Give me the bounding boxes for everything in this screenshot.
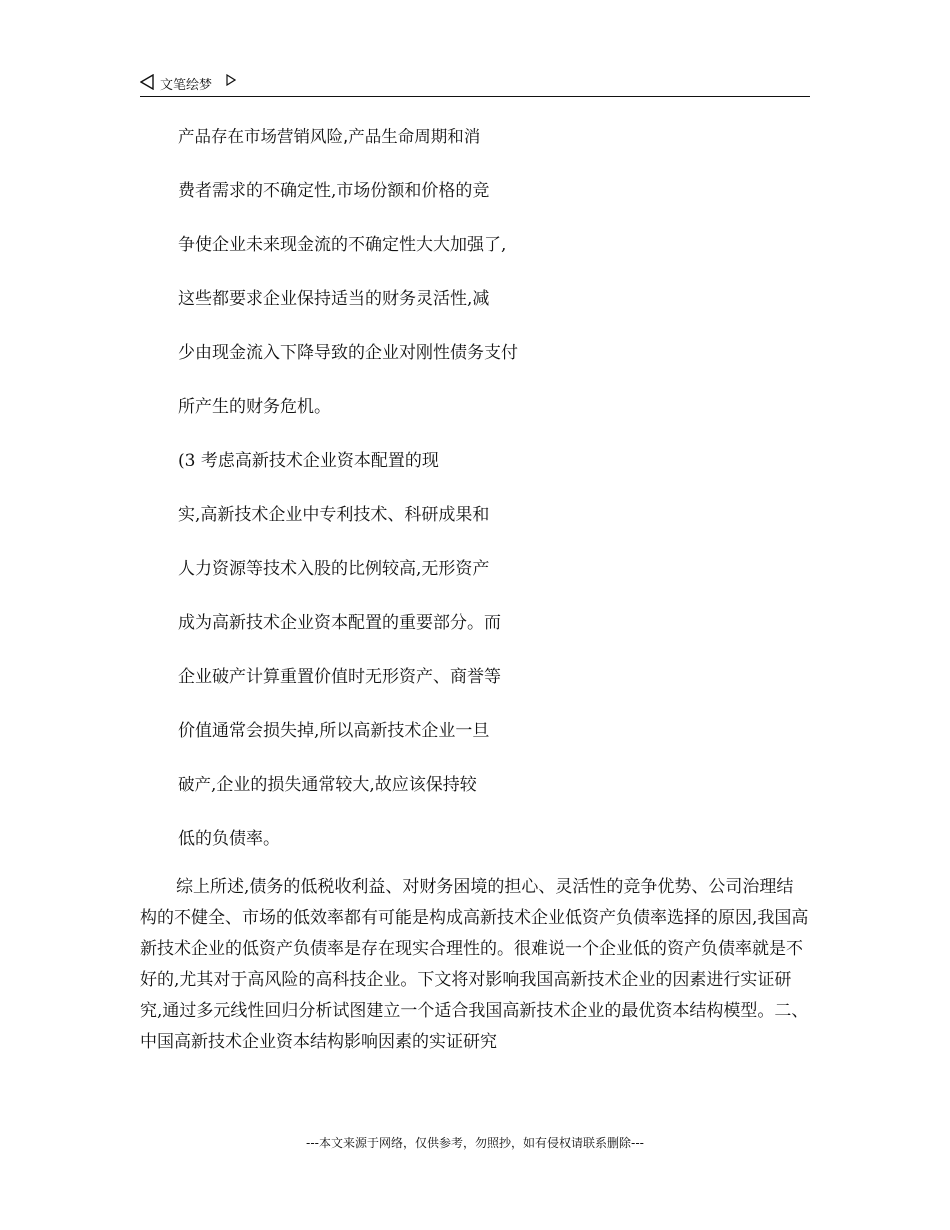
text-line: 所产生的财务危机。 bbox=[178, 397, 331, 417]
text-run: ,企业的损失通常较大,故应该保持较 bbox=[211, 775, 477, 795]
text-run-bankruptcy: 破产 bbox=[178, 775, 211, 794]
text-line bbox=[178, 774, 477, 796]
footer-disclaimer: ---本文来源于网络，仅供参考，勿照抄，如有侵权请联系删除--- bbox=[306, 1136, 644, 1150]
text-line: (3 考虑高新技术企业资本配置的现 bbox=[178, 451, 439, 471]
text-line: 这些都要求企业保持适当的财务灵活性,减 bbox=[178, 289, 490, 309]
header-brand: 文笔绘梦 bbox=[160, 78, 213, 93]
text-line: 人力资源等技术入股的比例较高,无形资产 bbox=[178, 559, 490, 579]
text-line: 产品存在市场营销风险,产品生命周期和消 bbox=[178, 127, 481, 146]
text-line: 企业破产计算重置价值时无形资产、商誉等 bbox=[178, 667, 501, 687]
summary-text: 综上所述,债务的低税收利益、对财务困境的担心、灵活性的竞争优势、公司治理结构的不健全、市场的低效率都有可能是构成高新技术企业低资产负债率选择的原因,我国高新技术企业的低资产负债率是存在现实合理性的。很难说一个企业低的资产负债率就是不好的,尤其对于高风险的高科技企业。下文将对影响我国高新技术企业的因素进行实证研究,通过多元线性回归分析试图建立一个适合我国高新技术企业的最优资本结构模型。二、中国高新技术企业资本结构影响因素的实证研究 bbox=[140, 877, 809, 1052]
text-line: 成为高新技术企业资本配置的重要部分。而 bbox=[178, 613, 501, 633]
triangle-right-icon bbox=[226, 74, 236, 86]
summary-paragraph bbox=[140, 872, 810, 1058]
triangle-left-icon bbox=[140, 74, 154, 90]
text-line: 少由现金流入下降导致的企业对刚性债务支付 bbox=[178, 343, 518, 363]
text-line: 价值通常会损失掉,所以高新技术企业一旦 bbox=[178, 721, 490, 741]
text-line: 低的负债率。 bbox=[178, 829, 280, 849]
text-line: 费者需求的不确定性,市场份额和价格的竞 bbox=[178, 181, 490, 201]
page-header bbox=[140, 70, 810, 97]
text-line: 争使企业未来现金流的不确定性大大加强了, bbox=[178, 235, 507, 255]
text-line: 实,高新技术企业中专利技术、科研成果和 bbox=[178, 505, 490, 525]
